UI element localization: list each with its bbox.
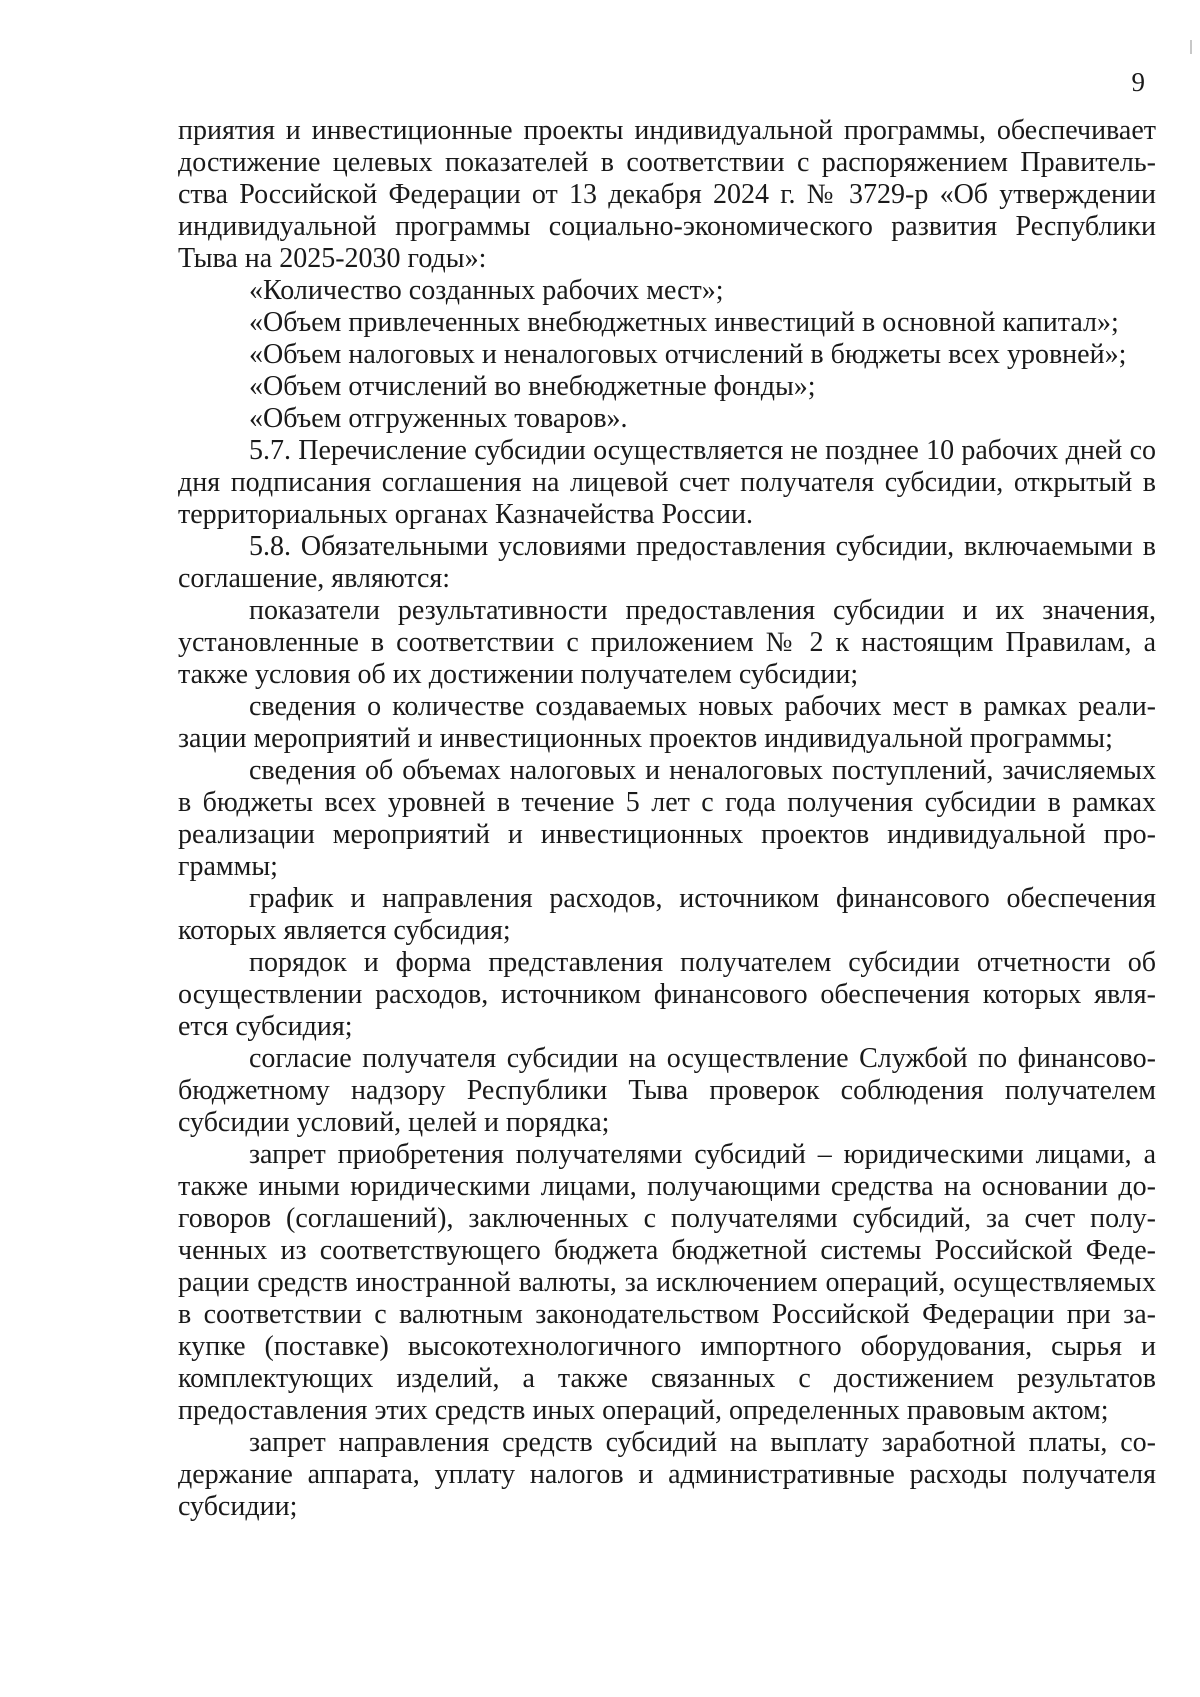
condition-foreign-currency-ban: запрет приобретения получателями субсидий – юридическими лицами, а также иными юридическими лицами, получающими средства на основании договоров (соглашений), заключенных с получателями субсидий, за счет полученных из соответствующего бюджета бюджетной системы Российской Федерации средств иностранной валюты, за исключением операций, осуществляемых в соответствии с валютным законодательством Российской Федерации при закупке (поставке) высокотехнологичного импортного оборудования, сырья и комплектующих изделий, а также связанных с достижением результатов предоставления этих средств иных операций, определенных правовым актом;	[178, 1139, 1156, 1426]
page-number: 9	[1131, 67, 1145, 97]
paragraph-continuation: приятия и инвестиционные проекты индивидуальной программы, обеспечивает достижение целевых показателей в соответствии с распоряжением Правительства Российской Федерации от 13 декабря 2024 г. № 3729-р «Об утверждении индивидуальной программы социально-экономического развития Республики Тыва на 2025-2030 годы»:	[178, 115, 1156, 274]
indicator-item-shipped-goods: «Объем отгруженных товаров».	[249, 403, 628, 434]
indicator-item-jobs: «Количество созданных рабочих мест»;	[249, 275, 724, 306]
indicator-item-investments: «Объем привлеченных внебюджетных инвестиций в основной капитал»;	[249, 307, 1119, 338]
condition-performance-indicators: показатели результативности предоставления субсидии и их значения, установленные в соответствии с приложением № 2 к настоящим Правилам, а также условия об их достижении получателем субсидии;	[178, 595, 1156, 690]
indicator-item-off-budget-funds: «Объем отчислений во внебюджетные фонды»;	[249, 371, 816, 402]
document-body	[178, 115, 1156, 1523]
condition-expense-schedule: график и направления расходов, источником финансового обеспечения которых является субсидия;	[178, 883, 1156, 946]
condition-tax-revenue-info: сведения об объемах налоговых и неналоговых поступлений, зачисляемых в бюджеты всех уровней в течение 5 лет с года получения субсидии в рамках реализации мероприятий и инвестиционных проектов индивидуальной программы;	[178, 755, 1156, 882]
condition-new-jobs-info: сведения о количестве создаваемых новых рабочих мест в рамках реализации мероприятий и инвестиционных проектов индивидуальной программы;	[178, 691, 1156, 754]
clause-5-8: 5.8. Обязательными условиями предоставления субсидии, включаемыми в соглашение, являются:	[178, 531, 1156, 594]
condition-salary-ban: запрет направления средств субсидий на выплату заработной платы, содержание аппарата, уплату налогов и административные расходы получателя субсидии;	[178, 1427, 1156, 1522]
scan-artifact	[1190, 40, 1192, 54]
condition-audit-consent: согласие получателя субсидии на осуществление Службой по финансово-бюджетному надзору Республики Тыва проверок соблюдения получателем субсидии условий, целей и порядка;	[178, 1043, 1156, 1138]
clause-5-7: 5.7. Перечисление субсидии осуществляется не позднее 10 рабочих дней со дня подписания соглашения на лицевой счет получателя субсидии, открытый в территориальных органах Казначейства России.	[178, 435, 1156, 530]
condition-reporting-procedure: порядок и форма представления получателем субсидии отчетности об осуществлении расходов, источником финансового обеспечения которых является субсидия;	[178, 947, 1156, 1042]
indicator-item-tax-deductions: «Объем налоговых и неналоговых отчислений в бюджеты всех уровней»;	[249, 339, 1127, 370]
